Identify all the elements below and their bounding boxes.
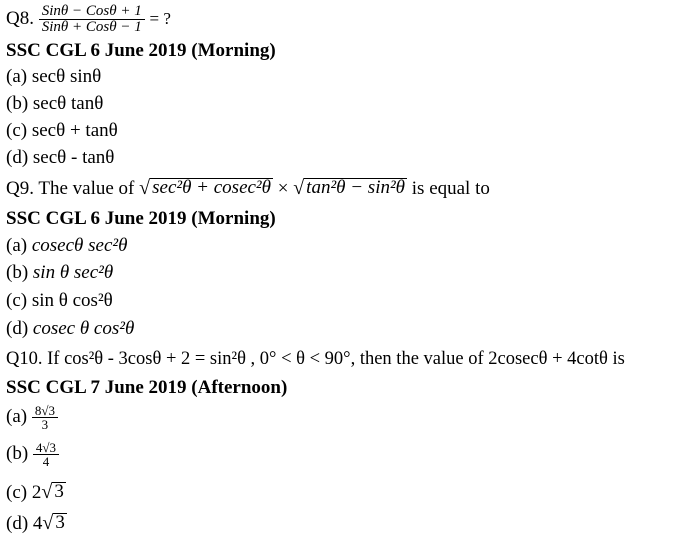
q10-option-c: (c) 2 √ 3 (6, 481, 64, 503)
q8-option-a: (a) secθ sinθ (6, 66, 102, 87)
q10-option-a-fraction: $\frac{8√3}{3}$ (32, 404, 58, 431)
q9-option-b: (b) sin θ sec²θ (6, 262, 114, 283)
q8-option-c: (c) secθ + tanθ (6, 120, 118, 141)
q8-source: SSC CGL 6 June 2019 (Morning) (6, 40, 276, 61)
q8-option-b: (b) secθ tanθ (6, 93, 104, 114)
q8-option-d: (d) secθ - tanθ (6, 147, 115, 168)
q8-question (6, 4, 171, 35)
q10-source: SSC CGL 7 June 2019 (Afternoon) (6, 377, 288, 398)
q9-question (6, 178, 490, 200)
q10-question (6, 348, 625, 370)
q9-label: Q9. The value of (6, 178, 135, 199)
q8-numerator: Sinθ − Cosθ + 1 (39, 4, 145, 20)
q9-tail: is equal to (411, 178, 490, 199)
q9-source: SSC CGL 6 June 2019 (Morning) (6, 208, 276, 229)
q8-label: Q8. (6, 7, 34, 29)
q10-option-b-fraction: $\frac{4√3}{4}$ (33, 441, 59, 468)
sqrt-icon: √ (139, 177, 151, 199)
sqrt-icon: √ (293, 177, 305, 199)
q10-option-c-radical: √ 3 (41, 481, 64, 503)
q9-option-d: (d) cosec θ cos²θ (6, 318, 135, 339)
sqrt-icon: √ (42, 512, 54, 534)
q9-option-a: (a) cosecθ sec²θ (6, 235, 128, 256)
q9-option-c: (c) sin θ cos²θ (6, 290, 113, 311)
q10-option-a: (a) $\frac{8√3}{3}$ (6, 404, 58, 431)
q8-denominator: Sinθ + Cosθ − 1 (41, 19, 142, 35)
sqrt-icon: √ (41, 481, 53, 503)
q9-radical-2: √ tan²θ − sin²θ (293, 177, 406, 199)
q10-text: cos²θ - 3cosθ + 2 = sin²θ , 0° < θ < 90°, then the value of 2cosecθ + 4cotθ is (64, 349, 625, 369)
q8-tail: = ? (149, 8, 171, 28)
q9-radical-1: √ sec²θ + cosec²θ (139, 177, 271, 199)
q10-option-d: (d) 4 √ 3 (6, 512, 65, 534)
q9-times: × (277, 178, 289, 199)
q10-option-b: (b) $\frac{4√3}{4}$ (6, 441, 59, 468)
q8-fraction (39, 4, 145, 35)
q10-option-d-radical: √ 3 (42, 512, 65, 534)
q10-label: Q10. If (6, 349, 60, 369)
